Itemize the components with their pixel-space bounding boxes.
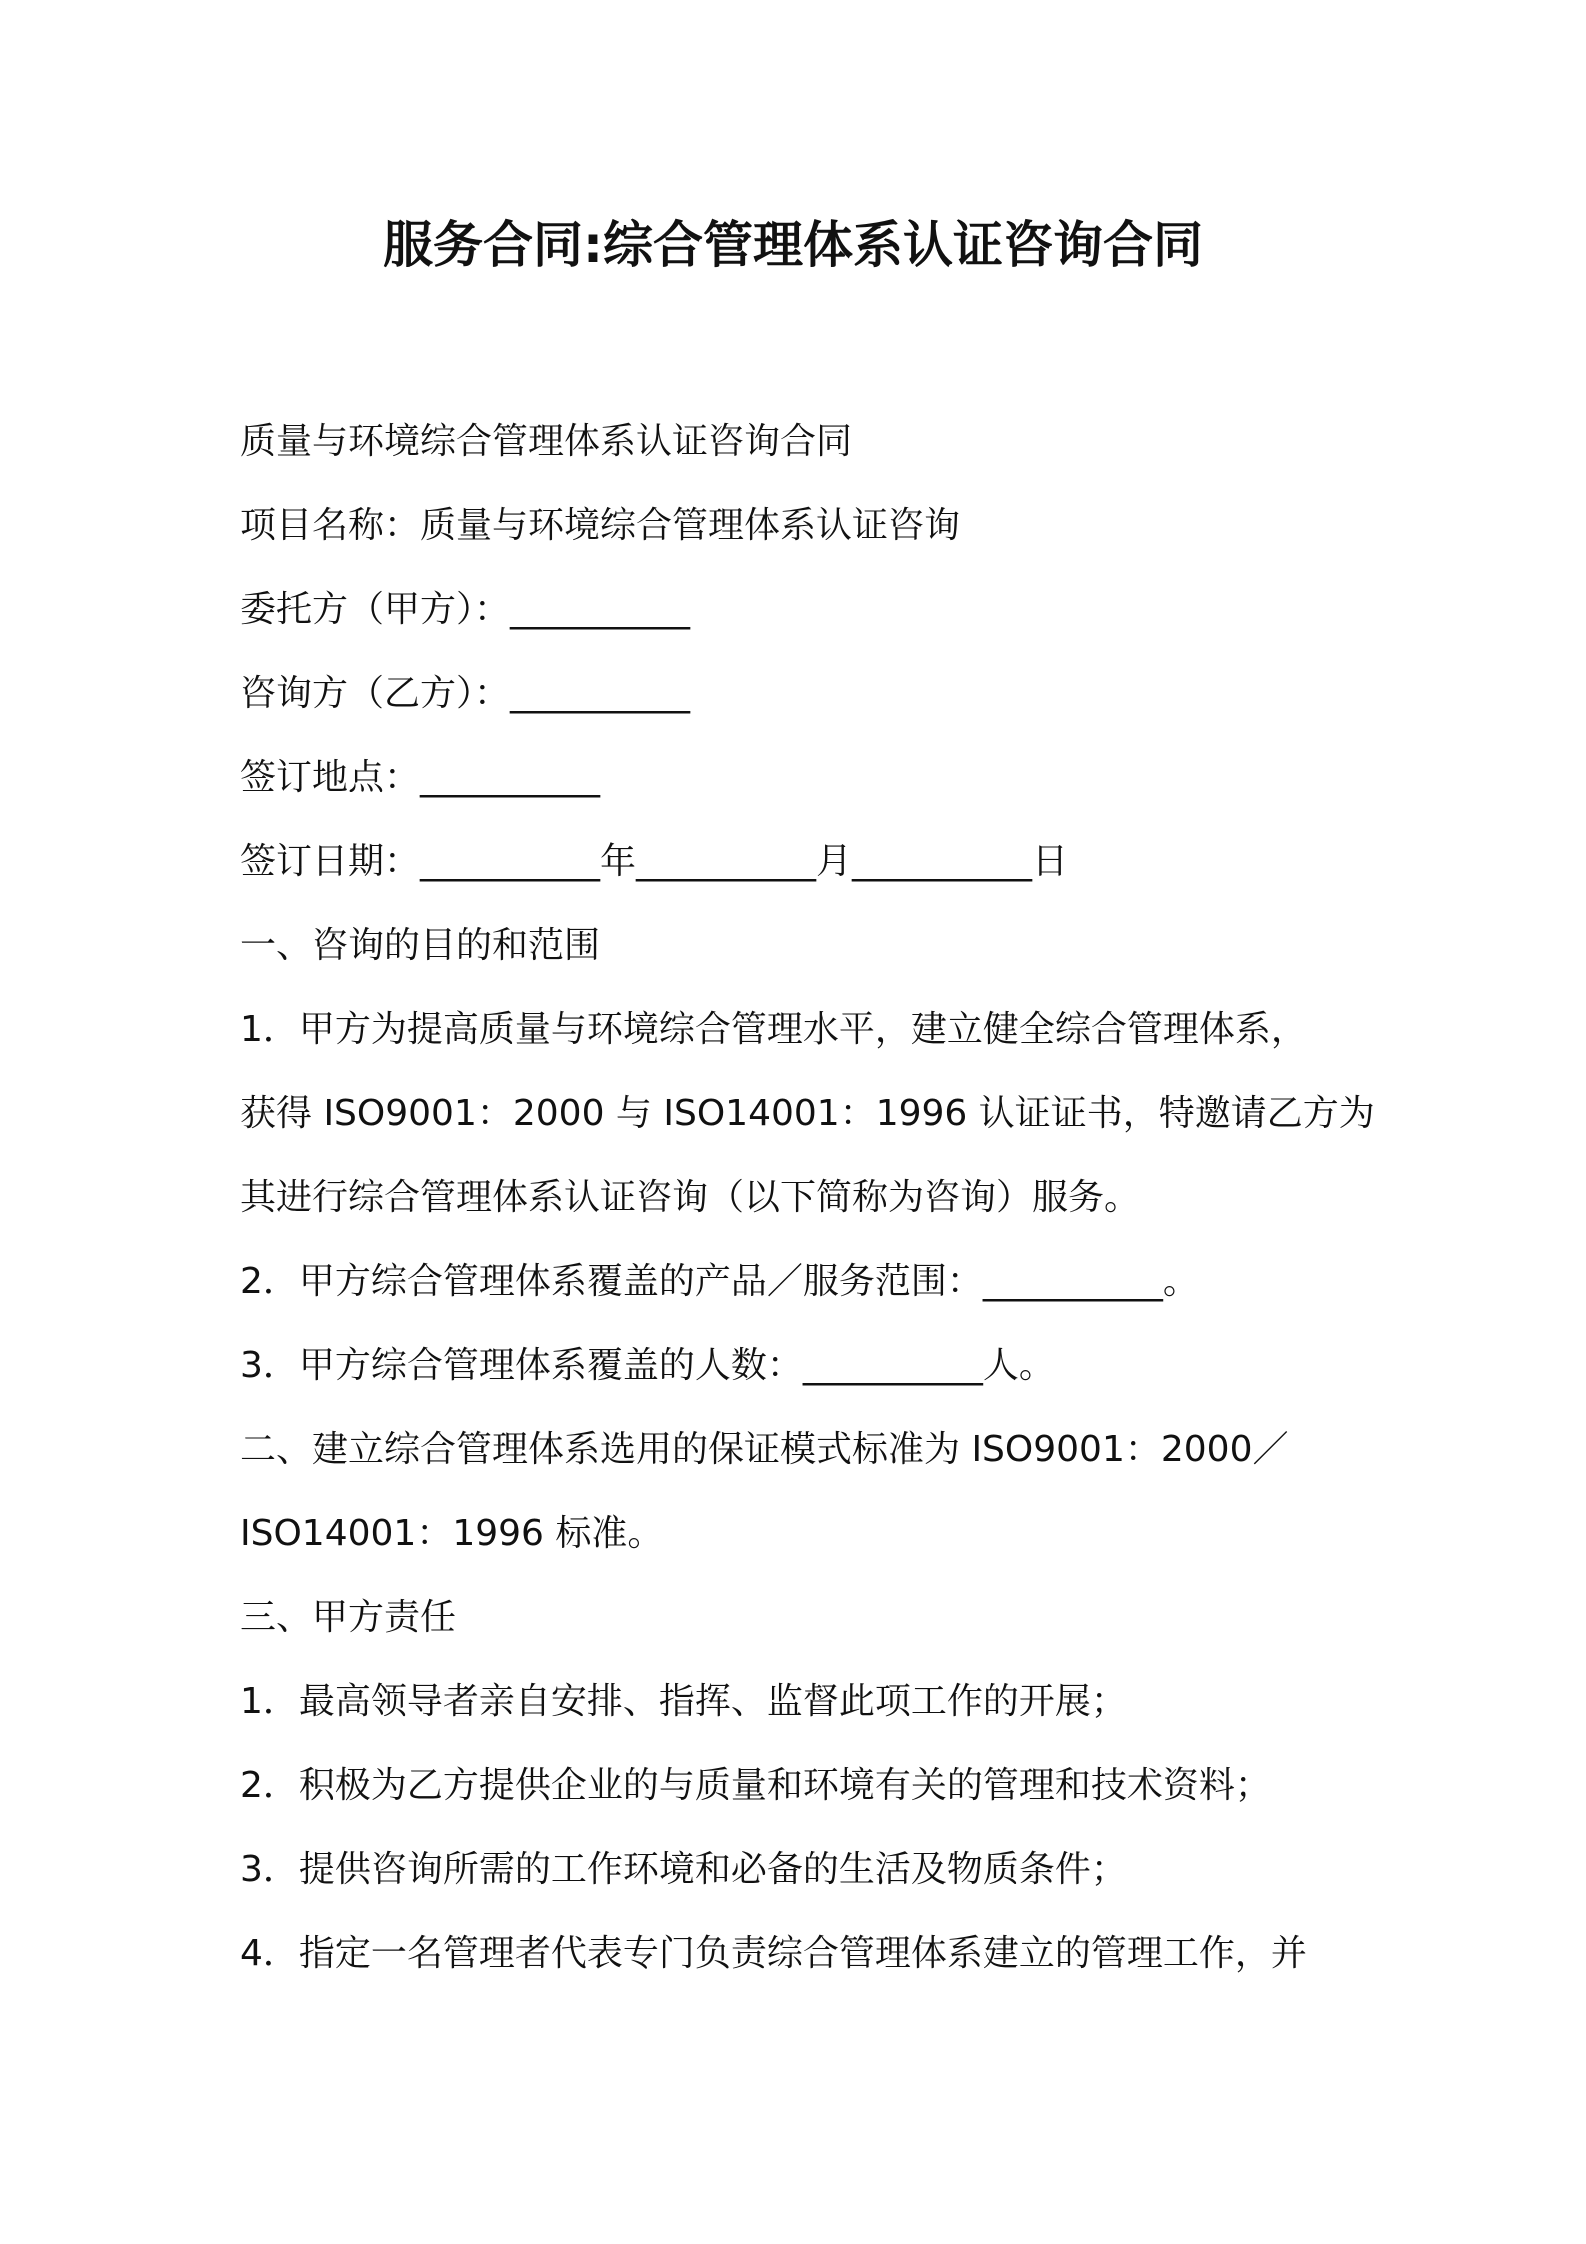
party-b-line: 咨询方（乙方）：__________ (240, 673, 691, 714)
paragraph-line: 获得 ISO9001：2000 与 ISO14001：1996 认证证书，特邀请乙方为 (240, 1093, 1375, 1134)
paragraph-line: 3．甲方综合管理体系覆盖的人数：__________人。 (240, 1345, 1055, 1386)
document-body (240, 400, 1375, 1996)
paragraph-line: 1．最高领导者亲自安排、指挥、监督此项工作的开展； (240, 1681, 1127, 1722)
paragraph-line: 4．指定一名管理者代表专门负责综合管理体系建立的管理工作，并 (240, 1933, 1307, 1974)
party-a-line: 委托方（甲方）：__________ (240, 589, 691, 630)
section-heading: 三、甲方责任 (240, 1597, 457, 1638)
paragraph-line: 2．积极为乙方提供企业的与质量和环境有关的管理和技术资料； (240, 1765, 1271, 1806)
section-heading: 二、建立综合管理体系选用的保证模式标准为 ISO9001：2000／ (240, 1429, 1289, 1470)
paragraph-line: 3．提供咨询所需的工作环境和必备的生活及物质条件； (240, 1849, 1127, 1890)
paragraph-line: ISO14001：1996 标准。 (240, 1513, 664, 1554)
signing-place-line: 签订地点：__________ (240, 757, 601, 798)
section-heading: 一、咨询的目的和范围 (240, 925, 601, 966)
signing-date-line: 签订日期：__________年__________月__________日 (240, 841, 1069, 882)
document-title: 服务合同:综合管理体系认证咨询合同 (383, 216, 1203, 274)
paragraph-line: 1．甲方为提高质量与环境综合管理水平，建立健全综合管理体系， (240, 1009, 1307, 1050)
paragraph-line: 其进行综合管理体系认证咨询（以下简称为咨询）服务。 (240, 1177, 1141, 1218)
contract-name-line: 质量与环境综合管理体系认证咨询合同 (240, 421, 853, 462)
project-name-line: 项目名称：质量与环境综合管理体系认证咨询 (240, 505, 961, 546)
paragraph-line: 2．甲方综合管理体系覆盖的产品／服务范围：__________。 (240, 1261, 1199, 1302)
